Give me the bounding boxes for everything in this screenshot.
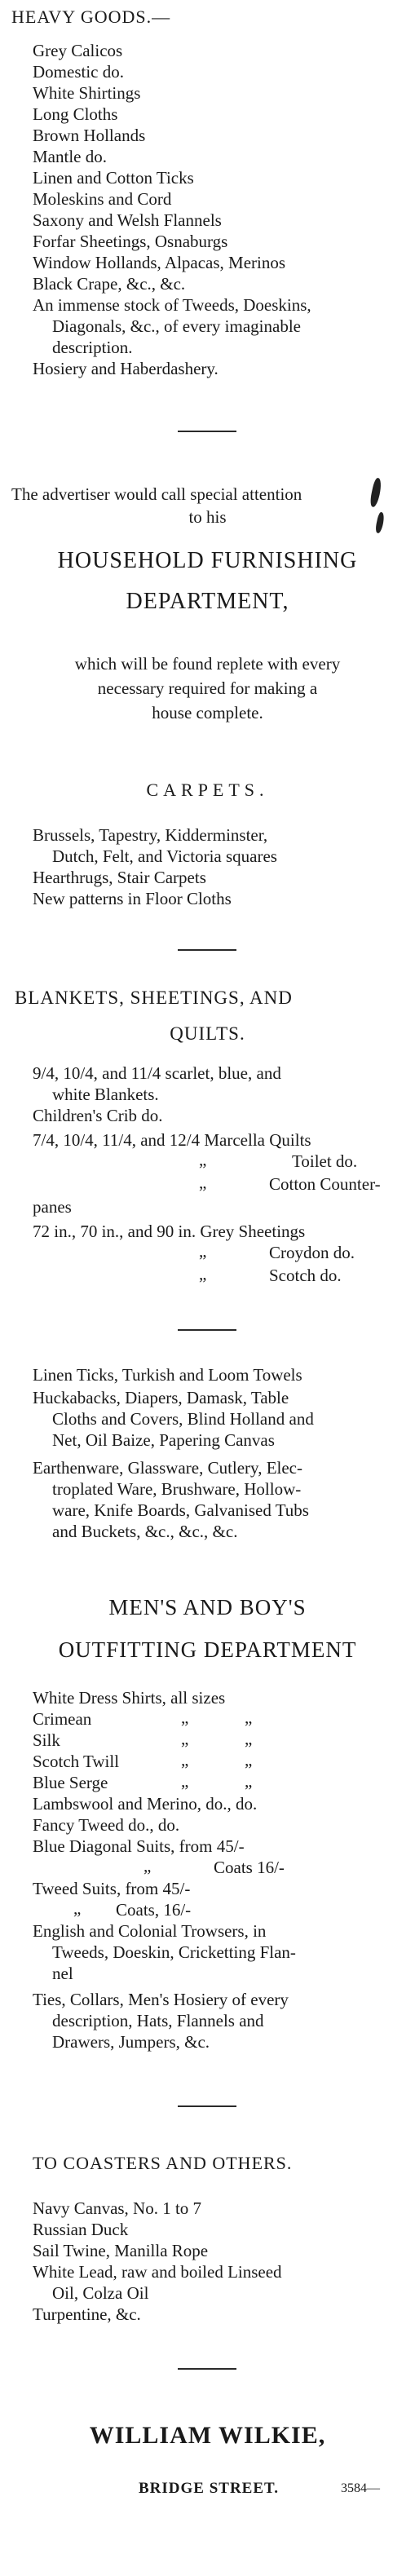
list-item: Fancy Tweed do., do. — [33, 1815, 180, 1835]
list-item: Diagonals, &c., of every imaginable — [52, 316, 301, 336]
ditto-mark: „ — [73, 1898, 82, 1918]
list-item: Brown Hollands — [33, 126, 146, 145]
list-item: description. — [52, 338, 133, 357]
list-item: Turpentine, &c. — [33, 2304, 141, 2324]
list-item: Huckabacks, Diapers, Damask, Table — [33, 1388, 289, 1407]
list-item: 7/4, 10/4, 11/4, and 12/4 Marcella Quilts — [33, 1130, 311, 1150]
list-item: Scotch Twill — [33, 1752, 120, 1771]
list-item: Blue Serge — [33, 1773, 108, 1792]
list-item: Long Cloths — [33, 104, 118, 124]
list-item: Mantle do. — [33, 147, 107, 166]
list-item: New patterns in Floor Cloths — [33, 889, 232, 908]
list-item: and Buckets, &c., &c., &c. — [52, 1522, 238, 1541]
list-item: Ties, Collars, Men's Hosiery of every — [33, 1990, 289, 2009]
merchant-name: WILLIAM WILKIE, — [89, 2422, 326, 2449]
list-item: 9/4, 10/4, and 11/4 scarlet, blue, and — [33, 1063, 281, 1083]
household-furnishing-title: HOUSEHOLD FURNISHING — [57, 548, 358, 573]
ditto-mark: „ — [181, 1771, 189, 1791]
list-item: White Lead, raw and boiled Linseed — [33, 2262, 282, 2282]
list-item: Cloths and Covers, Blind Holland and — [52, 1409, 314, 1429]
list-item: 72 in., 70 in., and 90 in. Grey Sheetings — [33, 1222, 306, 1241]
list-item: Linen and Cotton Ticks — [33, 168, 194, 188]
ink-blot — [369, 477, 382, 507]
ditto-mark: „ — [245, 1729, 253, 1748]
coasters-heading: TO COASTERS AND OTHERS. — [33, 2153, 293, 2173]
blankets-heading-2: QUILTS. — [170, 1023, 245, 1044]
advertiser-desc-3: house complete. — [152, 703, 263, 722]
list-item: Grey Calicos — [33, 41, 123, 60]
ditto-mark: „ — [245, 1750, 253, 1770]
list-item: white Blankets. — [52, 1085, 159, 1104]
list-item: Lambswool and Merino, do., do. — [33, 1794, 258, 1814]
list-item: Sail Twine, Manilla Rope — [33, 2241, 209, 2260]
ditto-mark: „ — [181, 1708, 189, 1727]
list-item: panes — [33, 1197, 72, 1217]
mens-boys-title: MEN'S AND BOY'S — [108, 1595, 307, 1619]
list-item: nel — [52, 1964, 73, 1983]
list-item: Coats, 16/- — [116, 1900, 192, 1920]
section-divider — [178, 431, 236, 432]
list-item: Cotton Counter- — [269, 1174, 381, 1194]
ditto-mark: „ — [181, 1750, 189, 1770]
list-item: Black Crape, &c., &c. — [33, 274, 186, 294]
list-item: troplated Ware, Brushware, Hollow- — [52, 1479, 302, 1499]
section-divider — [178, 949, 236, 951]
list-item: Tweeds, Doeskin, Cricketting Flan- — [52, 1942, 296, 1962]
ditto-mark: „ — [245, 1708, 253, 1727]
list-item: Earthenware, Glassware, Cutlery, Elec- — [33, 1458, 302, 1478]
department-title: DEPARTMENT, — [126, 589, 289, 614]
list-item: Tweed Suits, from 45/- — [33, 1879, 191, 1898]
list-item: Forfar Sheetings, Osnaburgs — [33, 232, 228, 251]
list-item: Scotch do. — [269, 1266, 342, 1285]
ditto-mark: „ — [143, 1856, 152, 1876]
blankets-heading-1: BLANKETS, SHEETINGS, AND — [15, 988, 293, 1008]
section-divider — [178, 1329, 236, 1331]
list-item: English and Colonial Trowsers, in — [33, 1921, 267, 1941]
list-item: Toilet do. — [292, 1151, 358, 1171]
ditto-mark: „ — [199, 1241, 207, 1261]
list-item: Net, Oil Baize, Papering Canvas — [52, 1430, 275, 1450]
ditto-mark: „ — [199, 1173, 207, 1192]
list-item: Linen Ticks, Turkish and Loom Towels — [33, 1365, 302, 1385]
list-item: Saxony and Welsh Flannels — [33, 210, 222, 230]
list-item: Children's Crib do. — [33, 1106, 163, 1125]
list-item: Domestic do. — [33, 62, 124, 82]
list-item: Russian Duck — [33, 2220, 129, 2239]
ditto-mark: „ — [245, 1771, 253, 1791]
list-item: Oil, Colza Oil — [52, 2283, 149, 2303]
heavy-goods-heading: HEAVY GOODS.— — [11, 7, 171, 27]
list-item: Navy Canvas, No. 1 to 7 — [33, 2198, 202, 2218]
ad-reference-number: 3584— — [341, 2481, 380, 2495]
list-item: Dutch, Felt, and Victoria squares — [52, 846, 277, 866]
carpets-heading: CARPETS. — [146, 780, 269, 800]
outfitting-department-title: OUTFITTING DEPARTMENT — [58, 1637, 357, 1662]
ditto-mark: „ — [181, 1729, 189, 1748]
list-item: Drawers, Jumpers, &c. — [52, 2032, 210, 2052]
street-address: BRIDGE STREET. — [139, 2480, 280, 2497]
list-item: description, Hats, Flannels and — [52, 2011, 264, 2030]
list-item: Hearthrugs, Stair Carpets — [33, 868, 206, 887]
list-item: Crimean — [33, 1709, 92, 1729]
list-item: Brussels, Tapestry, Kidderminster, — [33, 825, 268, 845]
list-item: Hosiery and Haberdashery. — [33, 359, 219, 378]
list-item: Silk — [33, 1730, 60, 1750]
list-item: Moleskins and Cord — [33, 189, 172, 209]
ditto-mark: „ — [199, 1150, 207, 1169]
advertiser-desc-1: which will be found replete with every — [74, 654, 341, 674]
ditto-mark: „ — [199, 1264, 207, 1284]
list-item: Coats 16/- — [214, 1858, 285, 1877]
advertiser-desc-2: necessary required for making a — [97, 678, 318, 698]
list-item: White Shirtings — [33, 83, 141, 103]
advertiser-line-2: to his — [188, 507, 227, 527]
list-item: ware, Knife Boards, Galvanised Tubs — [52, 1500, 309, 1520]
list-item: An immense stock of Tweeds, Doeskins, — [33, 295, 311, 315]
advertiser-line-1: The advertiser would call special attention — [11, 484, 302, 504]
section-divider — [178, 2105, 236, 2107]
section-divider — [178, 2368, 236, 2370]
list-item: Window Hollands, Alpacas, Merinos — [33, 253, 286, 272]
list-item: Blue Diagonal Suits, from 45/- — [33, 1836, 245, 1856]
list-item: Croydon do. — [269, 1243, 355, 1262]
list-item: White Dress Shirts, all sizes — [33, 1688, 226, 1708]
